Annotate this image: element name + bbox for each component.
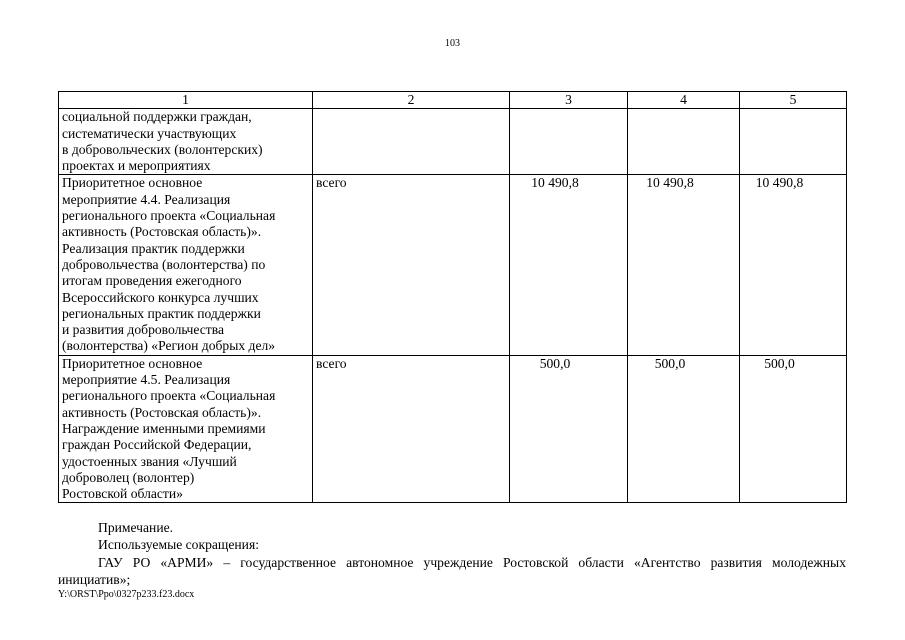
table-row bbox=[59, 175, 847, 355]
abbreviations-heading: Используемые сокращения: bbox=[98, 537, 259, 553]
column-header-4: 4 bbox=[628, 92, 740, 109]
row-value-5: 10 490,8 bbox=[740, 175, 847, 355]
row-value-4 bbox=[628, 109, 740, 175]
row-label: Приоритетное основное мероприятие 4.4. Реализация регионального проекта «Социальная активность (Ростовская область)». Реализация практик поддержки добровольчества (волонтерства) по итогам проведения ежегодного Всероссийского конкурса лучших региональных практик поддержки и развития добровольчества (волонтерства) «Регион добрых дел» bbox=[59, 175, 313, 355]
column-header-5: 5 bbox=[740, 92, 847, 109]
table-header-row bbox=[59, 92, 847, 109]
table-row bbox=[59, 109, 847, 175]
column-header-3: 3 bbox=[510, 92, 628, 109]
row-value-4: 10 490,8 bbox=[628, 175, 740, 355]
column-header-1: 1 bbox=[59, 92, 313, 109]
row-label: социальной поддержки граждан, систематически участвующих в добровольческих (волонтерских) проектах и мероприятиях bbox=[59, 109, 313, 175]
row-value-4: 500,0 bbox=[628, 355, 740, 503]
row-source: всего bbox=[313, 355, 510, 503]
notes-title: Примечание. bbox=[98, 520, 174, 535]
file-path-footer: Y:\ORST\Ppo\0327p233.f23.docx bbox=[58, 589, 195, 600]
page-number: 103 bbox=[445, 38, 460, 49]
column-header-2: 2 bbox=[313, 92, 510, 109]
abbreviation-item: ГАУ РО «АРМИ» – государственное автономное учреждение Ростовской области «Агентство развития молодежных инициатив»; bbox=[58, 554, 846, 587]
row-source bbox=[313, 109, 510, 175]
row-value-3: 10 490,8 bbox=[510, 175, 628, 355]
budget-table bbox=[58, 91, 847, 503]
row-label: Приоритетное основное мероприятие 4.5. Реализация регионального проекта «Социальная активность (Ростовская область)». Награждение именными премиями граждан Российской Федерации, удостоенных звания «Лучший доброволец (волонтер) Ростовской области» bbox=[59, 355, 313, 503]
row-value-3: 500,0 bbox=[510, 355, 628, 503]
table-row bbox=[59, 355, 847, 503]
notes-section bbox=[58, 519, 846, 588]
row-value-3 bbox=[510, 109, 628, 175]
row-source: всего bbox=[313, 175, 510, 355]
row-value-5: 500,0 bbox=[740, 355, 847, 503]
row-value-5 bbox=[740, 109, 847, 175]
